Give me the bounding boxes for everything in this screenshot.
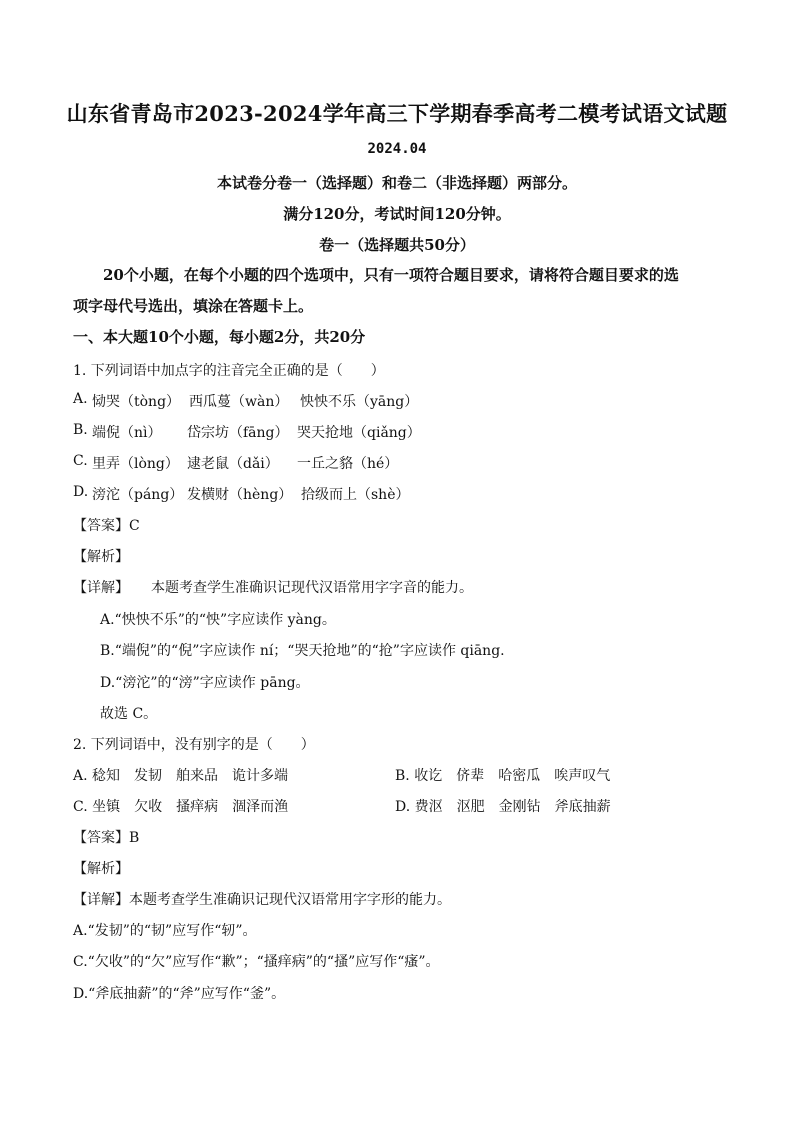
q2-note-d: D.“斧底抽薪”的“斧”应写作“釜”。 [73, 986, 286, 1002]
q2-option-a: A. 稔知 发韧 舶来品 诡计多端 [73, 768, 289, 784]
q1-detail: 【详解】 本题考查学生准确识记现代汉语常用字字音的能力。 [73, 580, 473, 596]
q1-note-a: A.“怏怏不乐”的“怏”字应读作 yàng。 [100, 612, 336, 628]
document-title: 山东省青岛市2023-2024学年高三下学期春季高考二模考试语文试题 [66, 101, 728, 126]
q2-answer: 【答案】B [73, 830, 140, 846]
q1-stem: 1. 下列词语中加点字的注音完全正确的是（ ） [73, 363, 385, 379]
q2-stem: 2. 下列词语中，没有别字的是（ ） [73, 737, 315, 753]
q1-option-c: C. 里弄（lòng） 逮老鼠（dǎi） 一丘之貉（hé） [73, 453, 399, 472]
q2-option-c: C. 坐镇 欠收 搔痒病 涸泽而渔 [73, 799, 289, 815]
instructions-paragraph [73, 260, 723, 322]
q1-note-b: B.“端倪”的“倪”字应读作 ní；“哭天抢地”的“抢”字应读作 qiāng. [100, 643, 505, 659]
q1-conclusion: 故选 C。 [100, 706, 158, 722]
q2-detail: 【详解】本题考查学生准确识记现代汉语常用字字形的能力。 [73, 892, 451, 908]
q2-note-a: A.“发韧”的“韧”应写作“轫”。 [73, 923, 257, 939]
q2-analysis-tag: 【解析】 [73, 861, 129, 877]
q1-note-d: D.“滂沱”的“滂”字应读作 pāng。 [100, 675, 310, 691]
volume-one-heading: 卷一（选择题共50分） [319, 236, 475, 254]
q2-option-row-2 [73, 796, 611, 816]
q1-option-b: B. 端倪（nì） 岱宗坊（fāng） 哭天抢地（qiǎng） [73, 422, 421, 441]
instructions-line-1: 20个小题，在每个小题的四个选项中，只有一项符合题目要求，请将符合题目要求的选 [103, 266, 679, 284]
q2-note-c: C.“欠收”的“欠”应写作“歉”；“搔痒病”的“搔”应写作“瘙”。 [73, 954, 440, 970]
q1-analysis-tag: 【解析】 [73, 549, 129, 565]
exam-date: 2024.04 [367, 141, 427, 157]
instructions-line-2: 项字母代号选出，填涂在答题卡上。 [73, 297, 314, 315]
q2-option-d: D. 费沤 沤肥 金刚钻 斧底抽薪 [395, 799, 611, 815]
exam-structure-note: 本试卷分卷一（选择题）和卷二（非选择题）两部分。 [216, 174, 577, 192]
q1-answer: 【答案】C [73, 518, 140, 534]
q1-option-a: A. 恸哭（tòng） 西瓜蔓（wàn） 怏怏不乐（yāng） [73, 391, 419, 410]
q2-option-b: B. 收讫 侪辈 哈密瓜 唉声叹气 [395, 768, 611, 784]
section-one-heading: 一、本大题10个小题，每小题2分，共20分 [73, 328, 366, 346]
q1-option-d: D. 滂沱（páng） 发横财（hèng） 拾级而上（shè） [73, 484, 410, 503]
exam-score-time-note: 满分120分，考试时间120分钟。 [283, 205, 511, 223]
q2-option-row-1 [73, 765, 611, 785]
